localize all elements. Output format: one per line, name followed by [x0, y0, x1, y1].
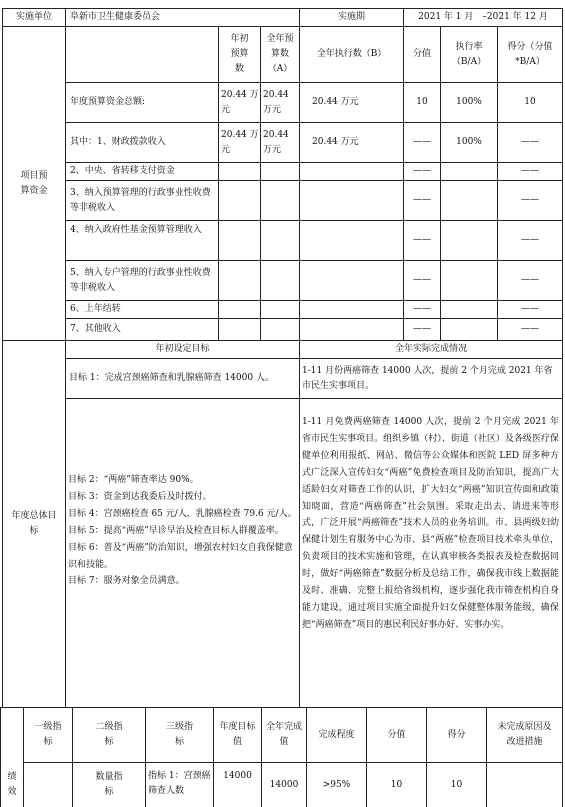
initial-target-header: 年初设定目标 — [155, 344, 210, 354]
col-annual-budget: 全年预算数（A） — [266, 34, 294, 74]
fund-row-initial: 20.44 万元 — [221, 129, 259, 155]
fund-row-label: 年度预算资金总额: — [70, 97, 146, 107]
fund-row-score-value: —— — [413, 275, 431, 285]
fund-row-annual: 20.44 万元 — [263, 89, 289, 115]
col-reason: 未完成原因及改进措施 — [497, 722, 552, 747]
fund-row-exec-rate: 100% — [456, 137, 482, 147]
fund-row-exec-rate: 100% — [456, 97, 482, 107]
fund-row-executed: 20.44 万元 — [312, 137, 359, 147]
fund-row-label: 4、纳入政府性基金预算管理收入 — [70, 225, 202, 235]
fund-row-label: 5、纳入专户管理的行政事业性收费等非税收入 — [70, 267, 211, 293]
col-level1: 一级指标 — [34, 722, 62, 747]
fund-row-score: —— — [521, 235, 539, 245]
col-target: 年度目标值 — [219, 722, 256, 747]
fund-row-score-value: —— — [413, 137, 431, 147]
unit-label: 实施单位 — [15, 12, 52, 22]
col-score-value: 分值 — [387, 729, 406, 740]
col-degree: 完成程度 — [318, 729, 355, 740]
col-score: 得分 — [447, 729, 466, 740]
actual-2: 1-11 月免费两癌筛查 14000 人次，提前 2 个月完成 2021 年省市民生实事项目。组织乡镇（村）、街道（社区）及各级医疗保健单位利用报纸、网站、微信等公众媒体和医院 LED 屏多种方式广泛深入宣传妇女“两癌”免费检查项目及防治知识，提高广大适龄妇女对筛查工作的认识，扩大妇女“两癌”知识宣传面和政策知晓面，营造“两癌筛查”社会氛围。采取走出去、请进来等形式，广泛开展“两癌筛查”技术人员的业务培训。市、县两级妇幼保健计划生育服务中心为市、县“两癌”检查项目技术牵头单位，负责项目的技术实施和管理，在认真审核各类报表及检查数据同时，做好“两癌筛查”数据分析及总结工作，确保我市线上数据能及时、准确、完整上报给省级机构，逐步强化我市筛查机构自身能力建设，通过项目实施全面提升妇女保健整体服务能级，确保把“两癌筛查”项目的惠民利民好事办好、实事办实。 — [302, 417, 559, 630]
col-actual: 全年完成值 — [265, 722, 302, 747]
fund-row-score: —— — [521, 324, 539, 334]
fund-row-initial: 20.44 万元 — [221, 89, 259, 115]
col-initial-budget: 年初预算数 — [230, 34, 249, 74]
target-1: 目标 1：完成宫颈癌筛查和乳腺癌筛查 14000 人。 — [69, 373, 274, 383]
perf-level2: 数量指标 — [95, 772, 123, 797]
fund-row-label: 6、上年结转 — [70, 304, 121, 314]
perf-score-value: 10 — [390, 779, 403, 790]
target-item: 目标 4：宫颈癌检查 65 元/人，乳腺癌检查 79.6 元/人。 — [68, 508, 297, 519]
fund-row-score-value: —— — [413, 235, 431, 245]
fund-row-label: 7、其他收入 — [70, 324, 121, 334]
actual-result-header: 全年实际完成情况 — [394, 344, 467, 354]
target-item: 目标 7：服务对象全员满意。 — [68, 576, 185, 587]
col-score-value: 分值 — [412, 49, 431, 59]
fund-row-score-value: —— — [413, 324, 431, 334]
fund-row-score: —— — [521, 166, 539, 176]
target-item: 目标 2：“两癌”筛查率达 90%。 — [68, 475, 199, 485]
target-item: 目标 3：资金到达我委后及时拨付。 — [68, 491, 212, 502]
col-executed: 全年执行数（B） — [316, 49, 387, 59]
col-exec-rate: 执行率（B/A） — [451, 41, 487, 67]
fund-row-score-value: —— — [413, 195, 431, 205]
target-item: 目标 6：普及“两癌”防治知识，增强农村妇女自我保健意识和技能。 — [68, 542, 293, 570]
fund-row-score: —— — [521, 304, 539, 314]
unit-value: 阜新市卫生健康委员会 — [70, 12, 161, 22]
fund-row-score-value: 10 — [416, 97, 428, 107]
fund-row-label: 其中：1、财政拨款收入 — [70, 137, 166, 147]
fund-row-label: 2、中央、省转移支付资金 — [70, 166, 175, 176]
perf-level3: 指标 1：宫颈癌筛查人数 — [148, 771, 211, 796]
fund-row-label: 3、纳入预算管理的行政事业性收费等非税收入 — [70, 187, 211, 213]
perf-actual: 14000 — [269, 779, 299, 790]
period-value: 2021 年 1 月 –2021 年 12 月 — [418, 12, 548, 22]
period-label: 实施期 — [337, 12, 365, 22]
perf-score: 10 — [450, 779, 463, 790]
fund-row-score: —— — [521, 137, 539, 147]
actual-1: 1-11 月份两癌筛查 14000 人次，提前 2 个月完成 2021 年省市民生实事项目。 — [302, 365, 553, 391]
border-right — [562, 8, 563, 807]
perf-side-label: 绩效 — [7, 772, 17, 797]
col-level3: 三级指标 — [166, 722, 194, 747]
fund-row-executed: 20.44 万元 — [312, 97, 359, 107]
perf-degree: >95% — [322, 779, 351, 790]
funds-section-label: 项目预算资金 — [20, 170, 48, 196]
fund-row-score: 10 — [524, 97, 536, 107]
fund-row-score: —— — [521, 275, 539, 285]
target-list — [68, 472, 297, 590]
fund-row-score-value: —— — [413, 304, 431, 314]
col-score: 得分（分值*B/A） — [507, 41, 553, 67]
fund-row-score-value: —— — [413, 166, 431, 176]
goals-section-label: 年度总体目标 — [11, 511, 57, 536]
target-item: 目标 5：提高“两癌”早诊早治及检查目标人群覆盖率。 — [68, 525, 284, 536]
fund-row-annual: 20.44 万元 — [263, 129, 289, 155]
col-level2: 二级指标 — [95, 722, 123, 747]
perf-target: 14000 — [223, 771, 252, 781]
fund-row-score: —— — [521, 195, 539, 205]
